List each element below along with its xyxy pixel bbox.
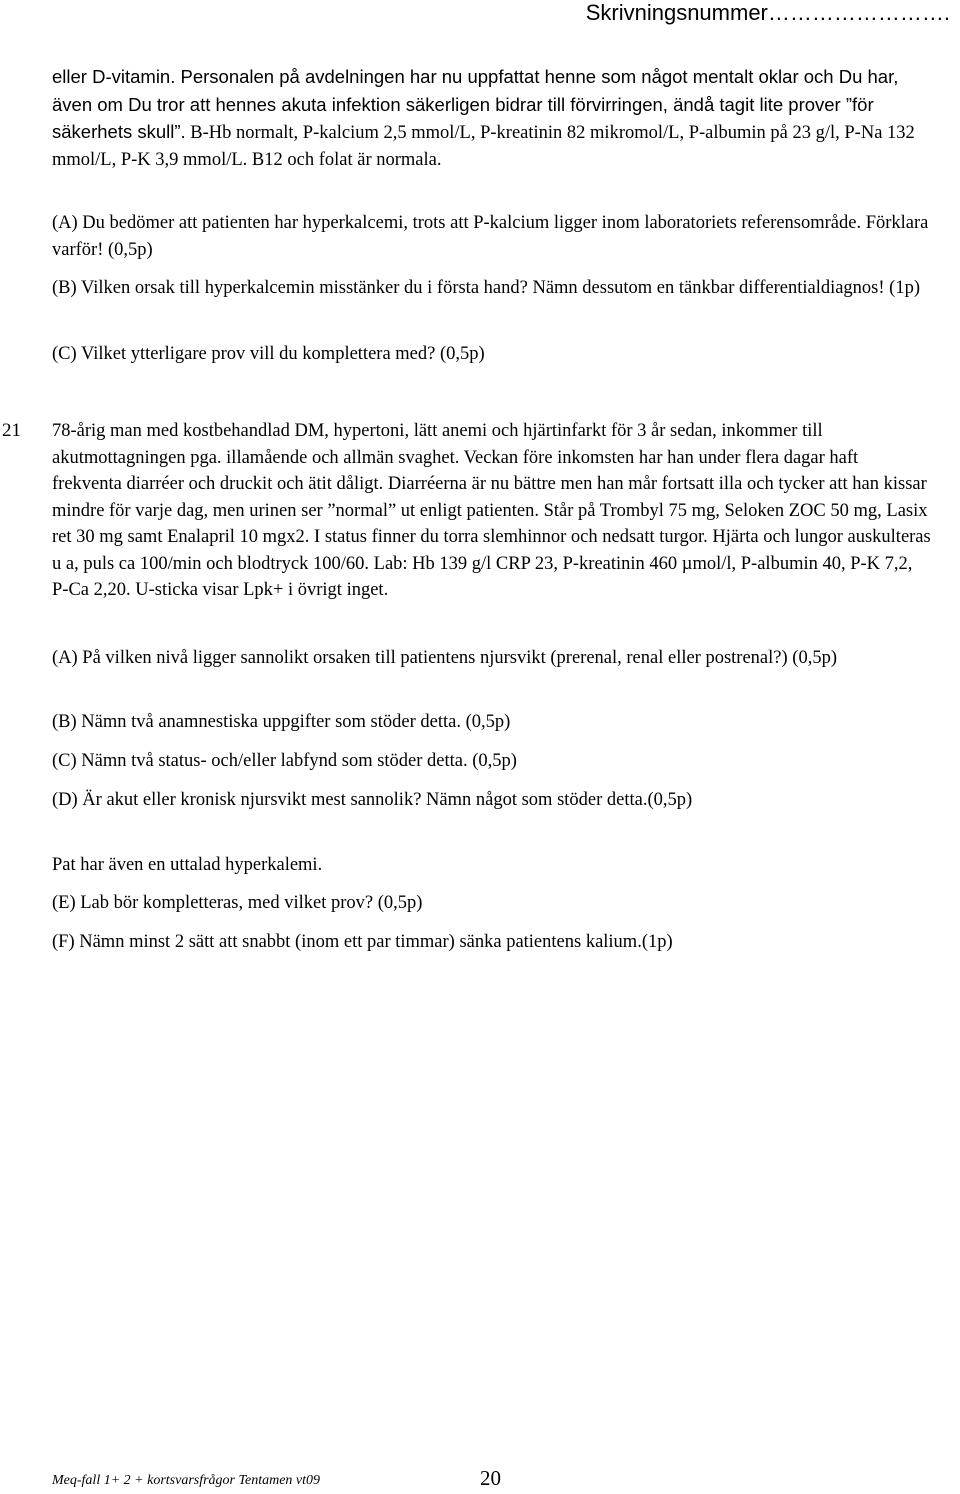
previous-case-text-sans: eller D-vitamin. Personalen på avdelningen har nu uppfattat henne som något mentalt oklar och Du har, även om Du tror att hennes akuta infektion säkerligen bidrar till förvirringen, ändå tagit lite prover ”för säkerhets skull”. <box>52 66 899 142</box>
previous-question-b: (B) Vilken orsak till hyperkalcemin misstänker du i första hand? Nämn dessutom en tänkbar differentialdiagnos! (1p) <box>52 278 920 298</box>
case-question-f: (F) Nämn minst 2 sätt att snabbt (inom ett par timmar) sänka patientens kalium.(1p) <box>52 932 673 952</box>
case-question-a: (A) På vilken nivå ligger sannolikt orsaken till patientens njursvikt (prerenal, renal eller postrenal?) (0,5p) <box>52 648 837 668</box>
case-note-hyperkalemia: Pat har även en uttalad hyperkalemi. <box>52 855 323 875</box>
case-question-c: (C) Nämn två status- och/eller labfynd som stöder detta. (0,5p) <box>52 751 517 771</box>
page-number: 20 <box>480 1466 501 1490</box>
previous-case-text-serif: B-Hb normalt, P-kalcium 2,5 mmol/L, P-kreatinin 82 mikromol/L, P-albumin på 23 g/l, P-Na 132 mmol/L, P-K 3,9 mmol/L. B12 och folat är normala. <box>52 123 915 170</box>
case-question-e: (E) Lab bör kompletteras, med vilket prov? (0,5p) <box>52 893 423 913</box>
previous-question-a: (A) Du bedömer att patienten har hyperkalcemi, trots att P-kalcium ligger inom laboratoriets referensområde. Förklara varför! (0,5p) <box>52 213 929 260</box>
skrivningsnummer-field: Skrivningsnummer……………………. <box>585 0 950 25</box>
footer-document-title: Meq-fall 1+ 2 + kortsvarsfrågor Tentamen vt09 <box>52 1473 321 1488</box>
case-description: 78-årig man med kostbehandlad DM, hypertoni, lätt anemi och hjärtinfarkt för 3 år sedan, inkommer till akutmottagningen pga. illamående och allmän svaghet. Veckan före inkomsten har han under flera dagar haft frekventa diarréer och druckit och ätit dåligt. Diarréerna är nu bättre men han mår fortsatt illa och tycker att han kissar mindre för varje dag, men urinen ser ”normal” ut enligt patienten. Står på Trombyl 75 mg, Seloken ZOC 50 mg, Lasix ret 30 mg samt Enalapril 10 mgx2. I status finner du torra slemhinnor och nedsatt turgor. Hjärta och lungor auskulteras u a, puls ca 100/min och blodtryck 100/60. Lab: Hb 139 g/l CRP 23, P-kreatinin 460 µmol/l, P-albumin 40, P-K 7,2, P-Ca 2,20. U-sticka visar Lpk+ i övrigt inget. <box>52 421 931 600</box>
case-question-d: (D) Är akut eller kronisk njursvikt mest sannolik? Nämn något som stöder detta.(0,5p) <box>52 790 693 810</box>
question-number: 21 <box>2 420 21 441</box>
case-question-b: (B) Nämn två anamnestiska uppgifter som stöder detta. (0,5p) <box>52 712 511 732</box>
previous-question-c: (C) Vilket ytterligare prov vill du komplettera med? (0,5p) <box>52 344 485 364</box>
previous-case-text <box>52 64 932 173</box>
